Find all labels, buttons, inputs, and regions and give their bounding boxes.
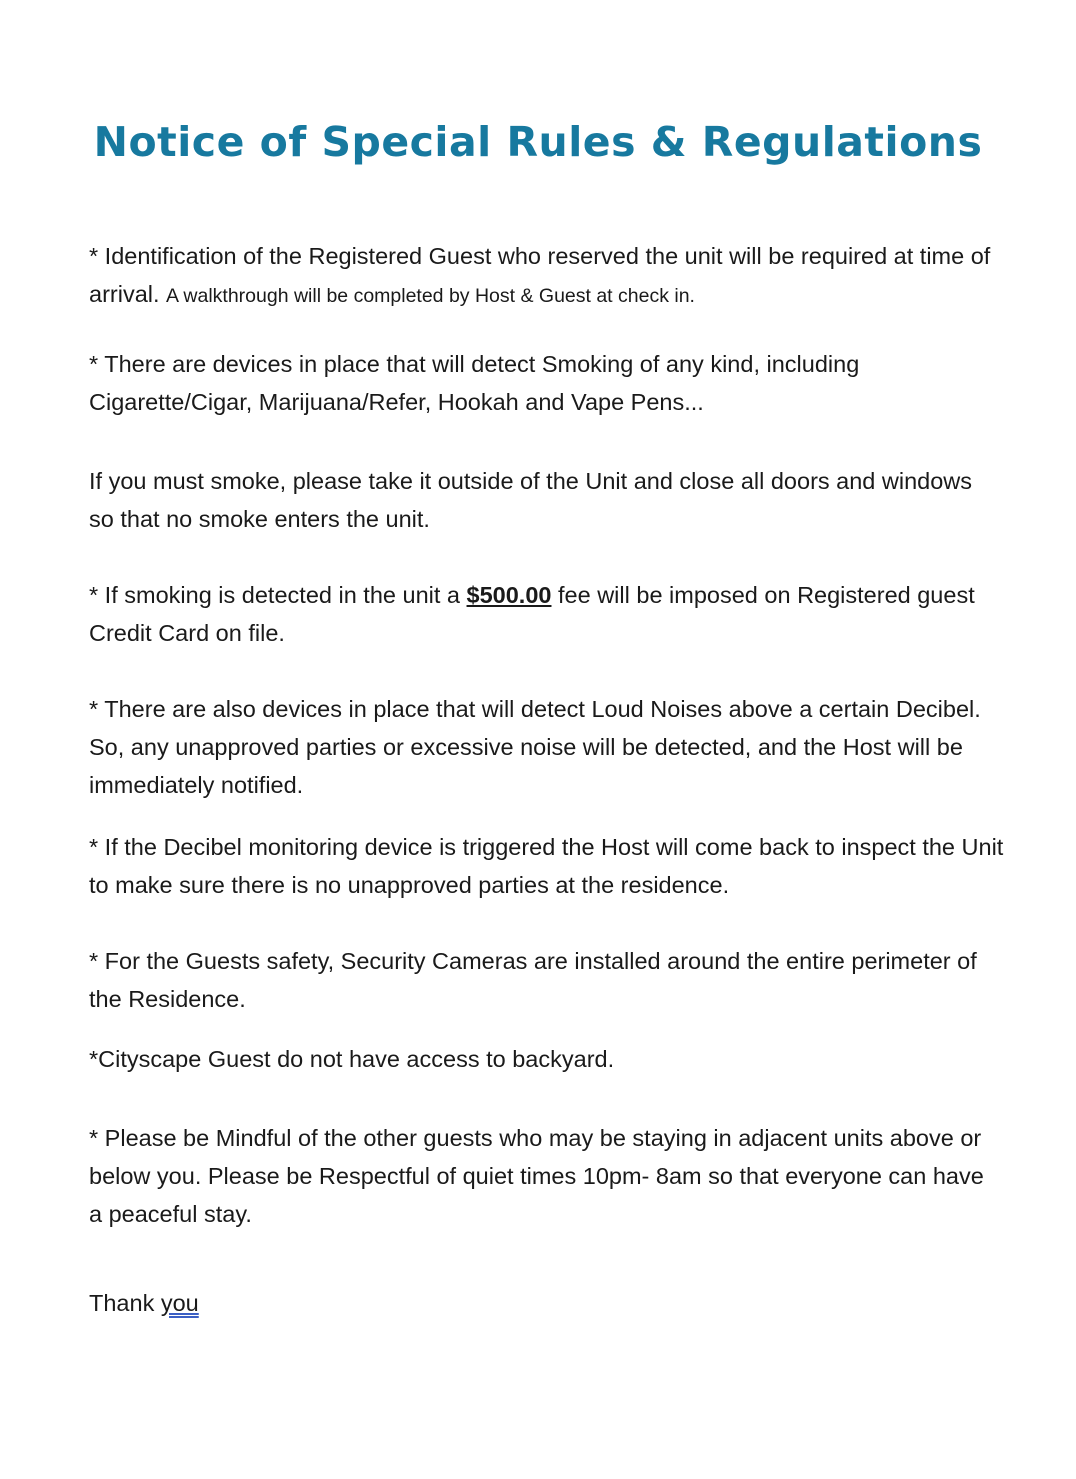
rule-smoke-outside: If you must smoke, please take it outside of the Unit and close all doors and windows so that no smoke enters the unit. [89,468,973,532]
rule-walkthrough-note: A walkthrough will be completed by Host & Guest at check in. [166,285,695,307]
closing-thank-you [89,1284,199,1322]
rule-quiet-times: * Please be Mindful of the other guests who may be staying in adjacent units above or below you. Please be Respectful of quiet times 10pm- 8am so that everyone can have a peaceful stay. [89,1125,984,1227]
smoking-fee-amount: $500.00 [466,582,552,608]
rule-smoke-detection: * There are devices in place that will detect Smoking of any kind, including Cigarette/Cigar, Marijuana/Refer, Hookah and Vape Pens... [89,351,860,415]
closing-word-you: you [160,1290,199,1316]
rule-backyard-access: *Cityscape Guest do not have access to backyard. [89,1046,615,1072]
rule-decibel-inspection: * If the Decibel monitoring device is triggered the Host will come back to inspect the Unit to make sure there is no unapproved parties at the residence. [89,834,1004,898]
rule-noise-detection: * There are also devices in place that will detect Loud Noises above a certain Decibel. So, any unapproved parties or excessive noise will be detected, and the Host will be immediately notified. [89,696,981,798]
rule-identification [89,237,999,315]
rule-identification-text: * Identification of the Registered Guest who reserved the unit will be required at time of arrival. [89,243,991,307]
page-title: Notice of Special Rules & Regulations [93,118,983,166]
rule-security-cameras: * For the Guests safety, Security Cameras are installed around the entire perimeter of the Residence. [89,948,977,1012]
rule-smoking-fee-tail: fee will be imposed on Registered guest Credit Card on file. [89,582,975,646]
rule-smoking-fee [89,576,999,652]
closing-word-thank: Thank [89,1290,155,1316]
rule-smoking-fee-lead: * If smoking is detected in the unit a [89,582,460,608]
